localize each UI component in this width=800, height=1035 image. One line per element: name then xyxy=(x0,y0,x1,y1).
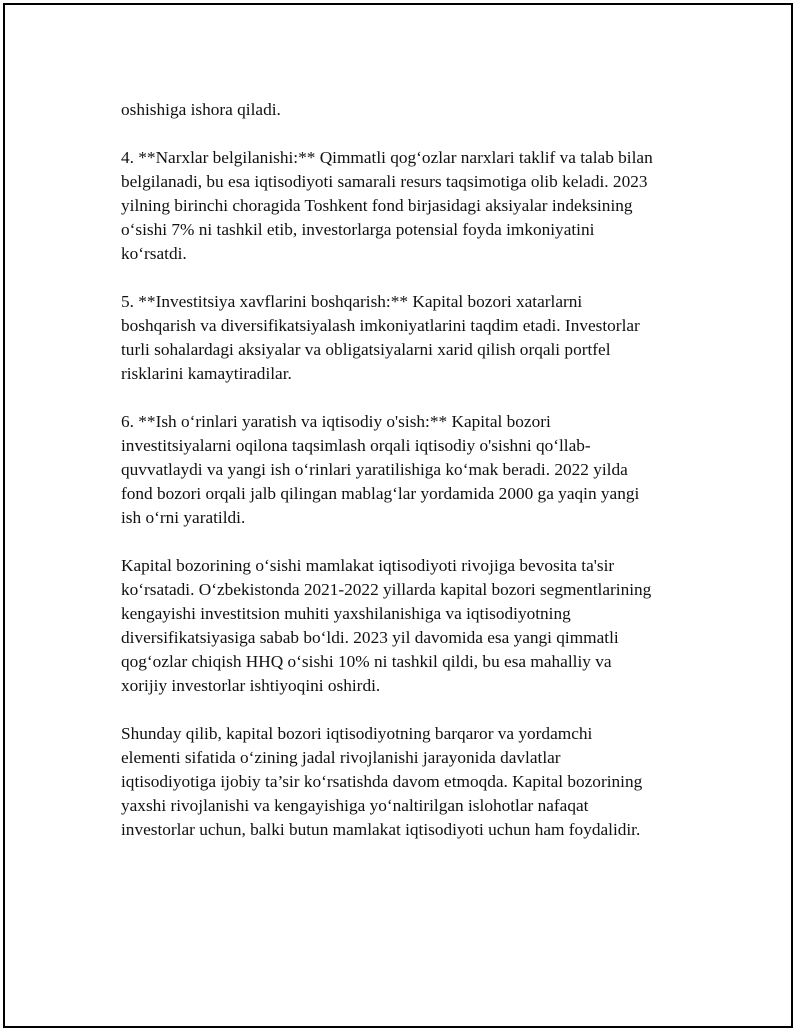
text-line: Shunday qilib, kapital bozori iqtisodiyotning barqaror va yordamchi xyxy=(121,724,593,743)
text-line: investorlar uchun, balki butun mamlakat iqtisodiyoti uchun ham foydalidir. xyxy=(121,820,641,839)
text-line: o‘sishi 7% ni tashkil etib, investorlarga potensial foyda imkoniyatini xyxy=(121,220,595,239)
text-line: diversifikatsiyasiga sabab bo‘ldi. 2023 yil davomida esa yangi qimmatli xyxy=(121,628,619,647)
text-line: kengayishi investitsion muhiti yaxshilanishiga va iqtisodiyotning xyxy=(121,604,571,623)
document-page xyxy=(3,3,793,1028)
text-line: ish o‘rni yaratildi. xyxy=(121,508,246,527)
text-line: turli sohalardagi aksiyalar va obligatsiyalarni xarid qilish orqali portfel xyxy=(121,340,611,359)
text-line: boshqarish va diversifikatsiyalash imkoniyatlarini taqdim etadi. Investorlar xyxy=(121,316,640,335)
text-line: iqtisodiyotiga ijobiy ta’sir ko‘rsatishda davom etmoqda. Kapital bozorining xyxy=(121,772,643,791)
paragraph-1 xyxy=(121,98,701,122)
text-line: risklarini kamaytiradilar. xyxy=(121,364,292,383)
text-line: fond bozori orqali jalb qilingan mablag‘lar yordamida 2000 ga yaqin yangi xyxy=(121,484,640,503)
text-line: oshishiga ishora qiladi. xyxy=(121,100,281,119)
text-line: Kapital bozorining o‘sishi mamlakat iqtisodiyoti rivojiga bevosita ta'sir xyxy=(121,556,615,575)
text-line: belgilanadi, bu esa iqtisodiyoti samarali resurs taqsimotiga olib keladi. 2023 xyxy=(121,172,648,191)
text-line: 4. **Narxlar belgilanishi:** Qimmatli qog‘ozlar narxlari taklif va talab bilan xyxy=(121,148,653,167)
text-line: qog‘ozlar chiqish HHQ o‘sishi 10% ni tashkil qildi, bu esa mahalliy va xyxy=(121,652,612,671)
text-line: ko‘rsatdi. xyxy=(121,244,187,263)
paragraph-5 xyxy=(121,554,701,698)
text-line: quvvatlaydi va yangi ish o‘rinlari yaratilishiga ko‘mak beradi. 2022 yilda xyxy=(121,460,628,479)
paragraph-4 xyxy=(121,410,701,530)
text-line: investitsiyalarni oqilona taqsimlash orqali iqtisodiy o'sishni qo‘llab- xyxy=(121,436,591,455)
text-line: 6. **Ish o‘rinlari yaratish va iqtisodiy o'sish:** Kapital bozori xyxy=(121,412,551,431)
text-line: yaxshi rivojlanishi va kengayishiga yo‘naltirilgan islohotlar nafaqat xyxy=(121,796,589,815)
text-line: xorijiy investorlar ishtiyoqini oshirdi. xyxy=(121,676,381,695)
text-line: 5. **Investitsiya xavflarini boshqarish:** Kapital bozori xatarlarni xyxy=(121,292,583,311)
document-body xyxy=(121,98,701,866)
paragraph-6 xyxy=(121,722,701,842)
text-line: ko‘rsatadi. O‘zbekistonda 2021-2022 yillarda kapital bozori segmentlarining xyxy=(121,580,652,599)
paragraph-2 xyxy=(121,146,701,266)
text-line: elementi sifatida o‘zining jadal rivojlanishi jarayonida davlatlar xyxy=(121,748,561,767)
text-line: yilning birinchi choragida Toshkent fond birjasidagi aksiyalar indeksining xyxy=(121,196,633,215)
paragraph-3 xyxy=(121,290,701,386)
